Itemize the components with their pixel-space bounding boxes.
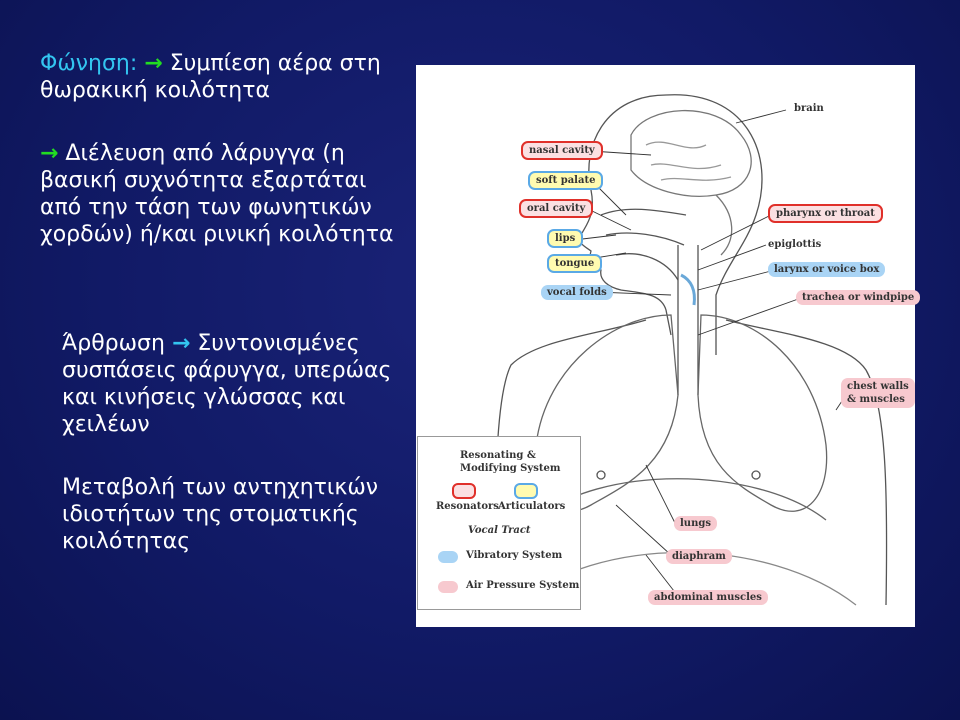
legend-resonators: Resonators xyxy=(436,501,499,512)
arrow-icon: → xyxy=(40,141,59,166)
label-soft-palate: soft palate xyxy=(528,171,603,190)
legend-vibratory: Vibratory System xyxy=(466,550,563,561)
resonator-swatch xyxy=(452,483,476,499)
articulator-swatch xyxy=(514,483,538,499)
label-tongue: tongue xyxy=(547,254,602,273)
air-pressure-swatch xyxy=(438,581,458,593)
label-nasal-cavity: nasal cavity xyxy=(521,141,603,160)
articulation-text: Συντονισμένες συσπάσεις φάρυγγα, υπερώας και κινήσεις γλώσσας και χειλέων xyxy=(62,331,392,437)
legend-vocal-tract: Vocal Tract xyxy=(468,525,531,536)
label-chest-walls: chest walls & muscles xyxy=(841,378,915,408)
legend xyxy=(417,436,581,610)
label-abdominal-muscles: abdominal muscles xyxy=(648,590,768,605)
phonation-label: Φώνηση: xyxy=(40,51,138,76)
phonation-paragraph xyxy=(40,50,400,104)
arrow-icon: → xyxy=(171,331,191,356)
label-larynx: larynx or voice box xyxy=(768,262,885,277)
label-lungs: lungs xyxy=(674,516,717,531)
phonation-text: Συμπίεση αέρα στη θωρακική κοιλότητα xyxy=(40,51,381,103)
articulation-label: Άρθρωση xyxy=(62,331,165,356)
arrow-icon: → xyxy=(144,51,163,76)
label-vocal-folds: vocal folds xyxy=(541,285,613,300)
larynx-paragraph xyxy=(40,140,400,248)
legend-air-pressure: Air Pressure System xyxy=(466,580,580,591)
label-epiglottis: epiglottis xyxy=(768,239,822,250)
articulation-paragraph xyxy=(62,330,402,438)
label-lips: lips xyxy=(547,229,583,248)
label-trachea: trachea or windpipe xyxy=(796,290,920,305)
legend-articulators: Articulators xyxy=(498,501,566,512)
label-oral-cavity: oral cavity xyxy=(519,199,593,218)
legend-title: Resonating & Modifying System xyxy=(460,450,561,474)
label-diaphram: diaphram xyxy=(666,549,732,564)
label-brain: brain xyxy=(794,103,824,114)
vibratory-swatch xyxy=(438,551,458,563)
larynx-text: Διέλευση από λάρυγγα (η βασική συχνότητα εξαρτάται από την τάση των φωνητικών χορδών) ή/και ρινική κοιλότητα xyxy=(40,141,394,247)
resonance-paragraph: Μεταβολή των αντηχητικών ιδιοτήτων της στοματικής κοιλότητας xyxy=(62,475,379,554)
label-pharynx: pharynx or throat xyxy=(768,204,883,223)
